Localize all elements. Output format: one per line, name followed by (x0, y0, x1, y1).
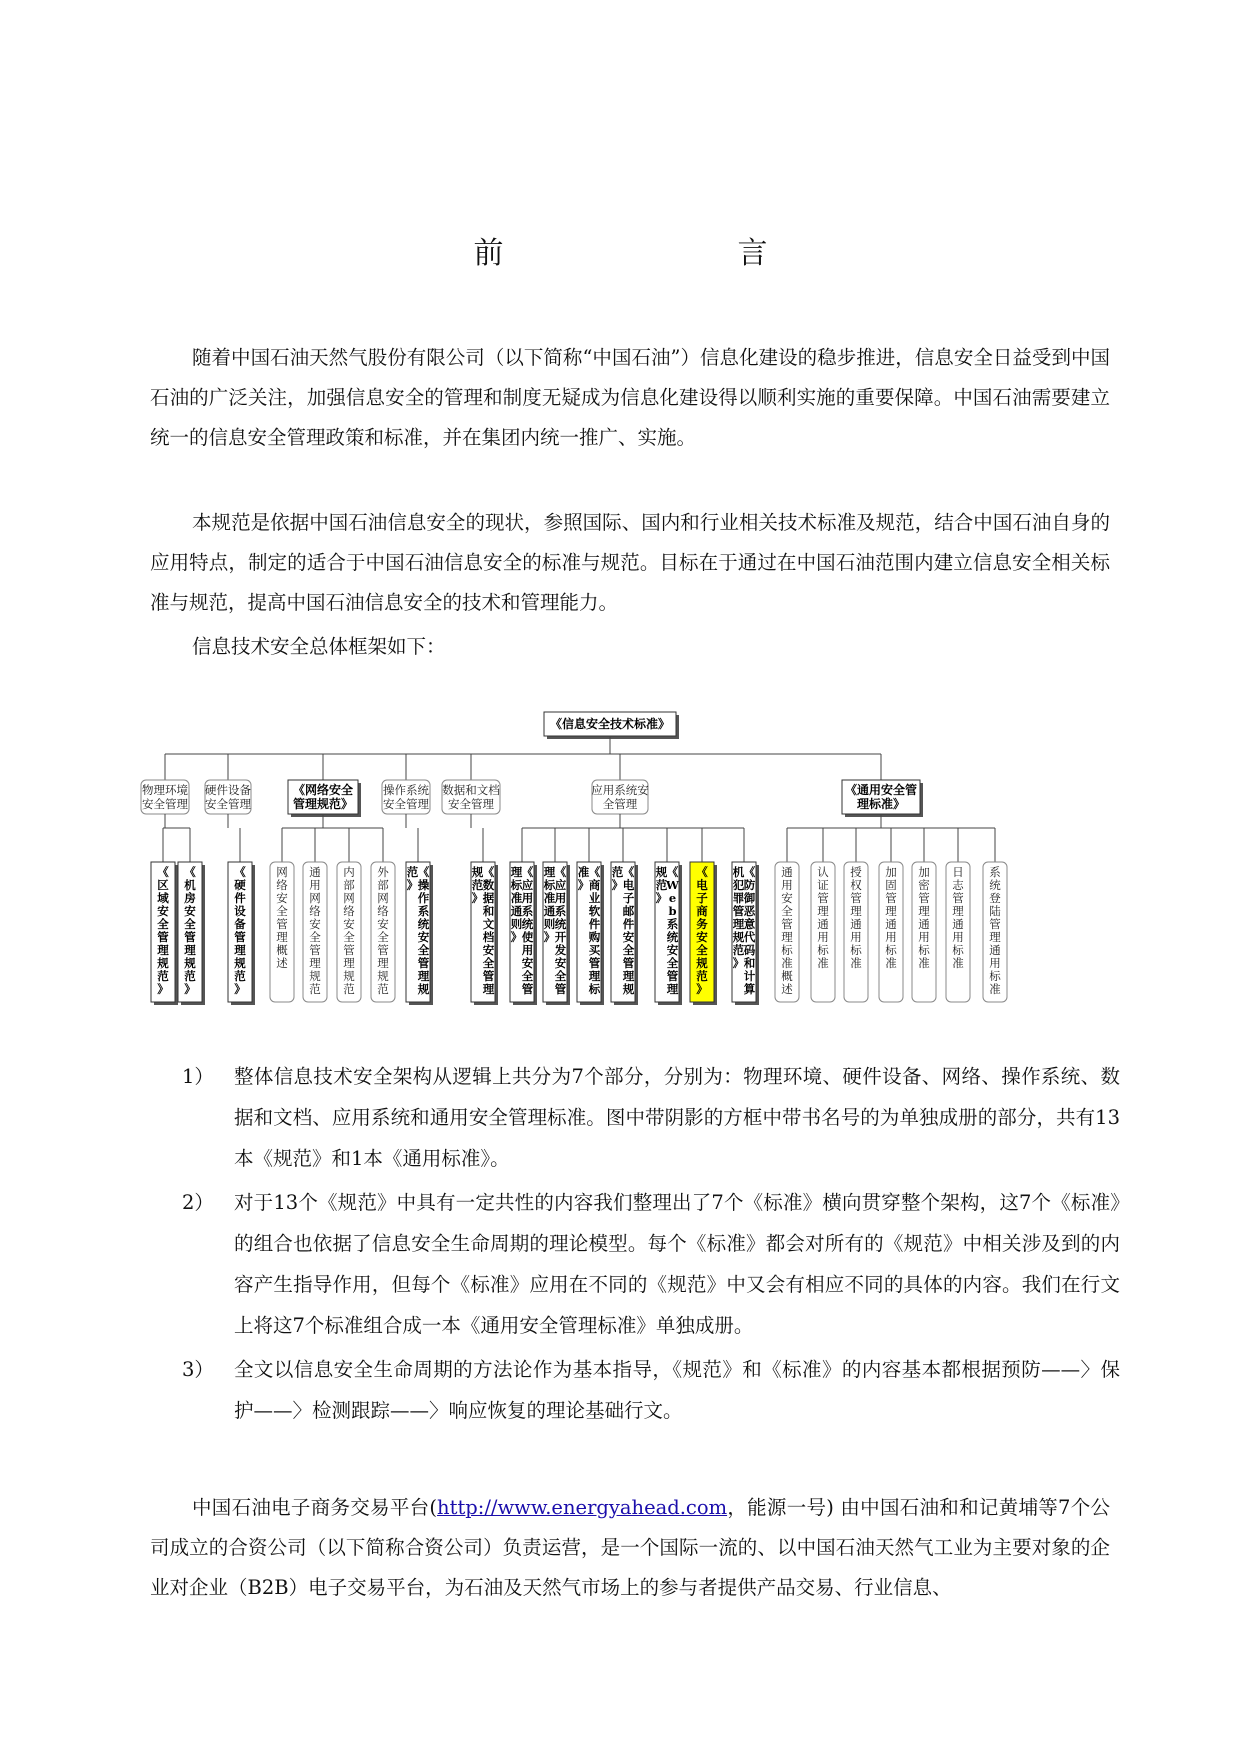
leaf-label-char: 硬 (234, 878, 246, 892)
leaf-label-char: 全 (343, 930, 355, 944)
leaf-label-char: 证 (817, 878, 829, 892)
leaf-label-char: 范 (655, 878, 668, 892)
group-label: 《通用安全管 (844, 783, 918, 797)
group-label: 操作系统 (383, 783, 429, 797)
leaf-label-char: 备 (234, 917, 246, 931)
leaf-label-char: 标 (918, 943, 930, 957)
intro-paragraph-1: 随着中国石油天然气股份有限公司（以下简称“中国石油”）信息化建设的稳步推进，信息安全日益受到中国石油的广泛关注，加强信息安全的管理和制度无疑成为信息化建设得以顺利实施的重要保障。中国石油需要建立统一的信息安全管理政策和标准，并在集团内统一推广、实施。 (150, 346, 1110, 449)
leaf-label-char: 安 (276, 891, 288, 905)
leaf-label-char: 》 (406, 878, 419, 892)
leaf-label-char: 外 (377, 865, 389, 879)
leaf-label-char: 理 (543, 865, 556, 879)
group-label: 安全管理 (383, 797, 429, 811)
leaf-label-char: 《 (482, 865, 495, 879)
leaf-label-char: b (668, 904, 677, 918)
list-number: 3） (182, 1358, 214, 1381)
leaf-label-char: 《 (743, 865, 756, 879)
page-title: 前 言 (473, 236, 826, 271)
leaf-label-char: 范 (343, 982, 355, 996)
leaf-label-char: 《 (417, 865, 430, 879)
leaf-label-char: 理 (417, 969, 430, 983)
leaf-label-char: 范 (157, 969, 169, 983)
leaf-label-char: 规 (655, 865, 668, 879)
leaf-label-char: 开 (554, 930, 567, 944)
leaf-label-char: 《 (696, 865, 708, 879)
leaf-label-char: 系 (989, 865, 1001, 879)
leaf-label-char: 标 (817, 943, 829, 957)
leaf-label-char: 概 (276, 943, 288, 957)
leaf-label-char: 管 (343, 943, 355, 957)
leaf-label-char: 》 (234, 982, 246, 996)
leaf-label-char: 全 (157, 917, 169, 931)
leaf-label-char: 理 (157, 943, 169, 957)
leaf-label-char: 安 (622, 930, 635, 944)
leaf-label-char: 件 (588, 917, 601, 931)
leaf-label-char: 》 (543, 930, 556, 944)
leaf-label-char: 准 (817, 956, 829, 970)
leaf-label-char: 管 (989, 917, 1001, 931)
leaf-label-char: 意 (743, 917, 756, 931)
leaf-label-char: 》 (611, 878, 624, 892)
leaf-label-char: 用 (817, 930, 829, 944)
leaf-label-char: 管 (234, 930, 246, 944)
leaf-label-char: 全 (377, 930, 389, 944)
leaf-label-char: 标 (989, 969, 1001, 983)
leaf-label-char: 恶 (743, 904, 756, 918)
leaf-label-char: 作 (417, 891, 430, 905)
leaf-label-char: 用 (781, 878, 793, 892)
leaf-label-char: 理 (817, 904, 829, 918)
leaf-label-char: 安 (666, 943, 679, 957)
leaf-label-char: 述 (276, 956, 288, 970)
list-number: 1） (182, 1065, 214, 1088)
leaf-label-char: 管 (157, 930, 169, 944)
leaf-label-char: 安 (309, 917, 321, 931)
leaf-label-char: 理 (184, 943, 196, 957)
leaf-label-char: 管 (482, 969, 495, 983)
leaf-label-char: 用 (309, 878, 321, 892)
leaf-label-char: 《 (622, 865, 635, 879)
leaf-label-char: 固 (885, 878, 897, 892)
leaf-label-char: 通 (850, 917, 862, 931)
leaf-label-char: 管 (554, 982, 567, 996)
leaf-label-char: 概 (781, 969, 793, 983)
leaf-label-char: 码 (743, 943, 756, 957)
leaf-label-char: 准 (885, 956, 897, 970)
leaf-label-char: 系 (521, 904, 534, 918)
leaf-label-char: 和 (743, 956, 756, 970)
leaf-label-char: 用 (521, 891, 534, 905)
leaf-label-char: 系 (554, 904, 567, 918)
leaf-label-char: 登 (989, 891, 1001, 905)
leaf-label-char: 全 (184, 917, 196, 931)
leaf-label-char: 》 (184, 982, 196, 996)
leaf-label-char: 数 (482, 878, 495, 892)
leaf-label-char: 安 (184, 904, 196, 918)
leaf-label-char: 网 (377, 891, 389, 905)
leaf-label-char: 《 (184, 865, 196, 879)
leaf-label-char: 加 (885, 865, 897, 879)
leaf-label-char: 》 (696, 982, 708, 996)
leaf-label-char: 标 (510, 878, 523, 892)
leaf-label-char: 安 (521, 956, 534, 970)
leaf-label-char: 内 (343, 865, 355, 879)
list-text: 对于13个《规范》中具有一定共性的内容我们整理出了7个《标准》横向贯穿整个架构，这7个《标准》的组合也依据了信息安全生命周期的理论模型。每个《标准》都会对所有的《规范》中相关涉及到的内容产生指导作用，但每个《标准》应用在不同的《规范》中又会有相应不同的具体的内容。我们在行文上将这7个标准组合成一本《通用安全管理标准》单独成册。 (234, 1191, 1120, 1337)
leaf-label-char: 用 (554, 891, 567, 905)
leaf-label-char: 邮 (622, 904, 635, 918)
group-label: 管理规范》 (292, 797, 354, 811)
leaf-label-char: 设 (234, 904, 246, 918)
leaf-label-char: 全 (521, 969, 534, 983)
leaf-label-char: 范 (732, 943, 745, 957)
leaf-label-char: 络 (309, 904, 321, 918)
leaf-label-char: 理 (732, 917, 745, 931)
leaf-label-char: 则 (510, 917, 523, 931)
leaf-label-char: 电 (622, 878, 635, 892)
leaf-label-char: 统 (666, 930, 679, 944)
leaf-label-char: 安 (482, 943, 495, 957)
leaf-label-char: 《 (157, 865, 169, 879)
leaf-label-char: 理 (377, 956, 389, 970)
leaf-label-char: 理 (276, 930, 288, 944)
leaf-label-char: 理 (588, 969, 601, 983)
leaf-label-char: 统 (554, 917, 567, 931)
leaf-label-char: 房 (184, 891, 196, 905)
leaf-label-char: 网 (309, 891, 321, 905)
leaf-label-char: 管 (417, 956, 430, 970)
intro-paragraph-2: 本规范是依据中国石油信息安全的现状，参照国际、国内和行业相关技术标准及规范，结合中国石油自身的应用特点，制定的适合于中国石油信息安全的标准与规范。目标在于通过在中国石油范围内建立信息安全相关标准与规范，提高中国石油信息安全的技术和管理能力。 (150, 511, 1110, 614)
leaf-label-char: 《 (234, 865, 246, 879)
leaf-label-char: 机 (184, 878, 196, 892)
leaf-label-char: 认 (817, 865, 829, 879)
leaf-label-char: 范 (471, 878, 484, 892)
leaf-label-char: 区 (157, 878, 169, 892)
leaf-label-char: 电 (696, 878, 708, 892)
leaf-label-char: 全 (666, 956, 679, 970)
leaf-label-char: 安 (343, 917, 355, 931)
leaf-label-char: 密 (918, 878, 930, 892)
leaf-label-char: 购 (588, 930, 601, 944)
group-label: 理标准》 (856, 797, 906, 811)
leaf-label-char: 用 (885, 930, 897, 944)
leaf-label-char: 通 (781, 865, 793, 879)
leaf-label-char: 理 (850, 904, 862, 918)
leaf-label-char: 理 (885, 904, 897, 918)
leaf-label-char: 理 (343, 956, 355, 970)
leaf-label-char: 》 (732, 956, 745, 970)
leaf-label-char: 规 (622, 982, 635, 996)
list-number: 2） (182, 1191, 214, 1214)
leaf-label-char: 管 (850, 891, 862, 905)
platform-paragraph (150, 1488, 1110, 1608)
leaf-label-char: 《 (521, 865, 534, 879)
leaf-label-char: 域 (157, 891, 169, 905)
leaf-label-char: 通 (885, 917, 897, 931)
leaf-label-char: 统 (417, 917, 430, 931)
leaf-label-char: 通 (952, 917, 964, 931)
leaf-label-char: 系 (666, 917, 679, 931)
leaf-label-char: 范 (696, 969, 708, 983)
leaf-label-char: 规 (696, 956, 708, 970)
leaf-label-char: 管 (885, 891, 897, 905)
leaf-label-char: 犯 (732, 878, 745, 892)
leaf-label-char: 商 (696, 904, 708, 918)
leaf-label-char: 理 (482, 982, 495, 996)
leaf-label-char: 标 (781, 943, 793, 957)
leaf-label-char: 标 (543, 878, 556, 892)
paragraph-text: ，能源一号) 由中国石油和和记黄埔等7个公司成立的合资公司（以下简称合资公司）负责运营，是一个国际一流的、以中国石油天然气工业为主要对象的企业对企业（B2B）电子交易平台，为石油及天然气市场上的参与者提供产品交易、行业信息、 (150, 1496, 1111, 1599)
leaf-label-char: 网 (343, 891, 355, 905)
leaf-label-char: 安 (377, 917, 389, 931)
leaf-label-char: 规 (417, 982, 430, 996)
leaf-label-char: 规 (343, 969, 355, 983)
leaf-label-char: 》 (471, 891, 484, 905)
leaf-label-char: 管 (918, 891, 930, 905)
leaf-label-char: 安 (696, 930, 708, 944)
leaf-label-char: 《 (554, 865, 567, 879)
leaf-label-char: 规 (234, 956, 246, 970)
leaf-label-char: 管 (276, 917, 288, 931)
leaf-label-char: 部 (343, 878, 355, 892)
leaf-label-char: 权 (850, 878, 862, 892)
leaf-label-char: 用 (989, 956, 1001, 970)
notes-list (150, 1056, 1120, 1434)
leaf-label-char: 管 (817, 891, 829, 905)
leaf-label-char: 管 (666, 969, 679, 983)
leaf-label-char: 理 (918, 904, 930, 918)
leaf-label-char: 罪 (732, 891, 745, 905)
leaf-label-char: 理 (309, 956, 321, 970)
leaf-label-char: 理 (234, 943, 246, 957)
leaf-label-char: 全 (309, 930, 321, 944)
group-label: 安全管理 (142, 797, 188, 811)
leaf-label-char: 理 (666, 982, 679, 996)
leaf-label-char: 算 (743, 982, 756, 996)
leaf-label-char: 管 (732, 904, 745, 918)
list-text: 全文以信息安全生命周期的方法论作为基本指导，《规范》和《标准》的内容基本都根据预防——〉保护——〉检测跟踪——〉响应恢复的理论基础行文。 (234, 1358, 1120, 1422)
leaf-label-char: 范 (377, 982, 389, 996)
intro-paragraph-3: 信息技术安全总体框架如下： (192, 635, 446, 658)
leaf-label-char: 管 (622, 956, 635, 970)
leaf-label-char: 通 (309, 865, 321, 879)
leaf-label-char: 范 (234, 969, 246, 983)
leaf-label-char: W (666, 878, 679, 892)
leaf-label-char: 络 (377, 904, 389, 918)
leaf-label-char: 陆 (989, 904, 1001, 918)
leaf-label-char: 准 (543, 891, 556, 905)
leaf-label-char: 加 (918, 865, 930, 879)
leaf-label-char: 用 (952, 930, 964, 944)
leaf-label-char: 务 (696, 917, 708, 931)
leaf-label-char: 络 (343, 904, 355, 918)
leaf-label-char: 管 (952, 891, 964, 905)
group-label: 《网络安全 (292, 783, 354, 797)
leaf-label-char: 档 (482, 930, 495, 944)
leaf-label-char: 范 (611, 865, 624, 879)
leaf-label-char: 标 (588, 982, 601, 996)
leaf-label-char: 安 (157, 904, 169, 918)
leaf-label-char: 理 (781, 930, 793, 944)
group-label: 数据和文档 (442, 783, 500, 797)
leaf-label-char: 规 (377, 969, 389, 983)
leaf-label-char: 件 (622, 917, 635, 931)
leaf-label-char: 用 (918, 930, 930, 944)
group-label: 硬件设备 (205, 783, 251, 797)
leaf-label-char: 通 (817, 917, 829, 931)
leaf-label-char: 统 (989, 878, 1001, 892)
leaf-label-char: 准 (510, 891, 523, 905)
leaf-label-char: 使 (521, 930, 534, 944)
leaf-label-char: 软 (588, 904, 601, 918)
leaf-label-char: 全 (417, 943, 430, 957)
leaf-label-char: 理 (510, 865, 523, 879)
leaf-label-char: 则 (543, 917, 556, 931)
paragraph-text: 中国石油电子商务交易平台( (192, 1496, 438, 1519)
group-label: 应用系统安 (591, 783, 649, 797)
leaf-label-char: 部 (377, 878, 389, 892)
leaf-label-char: 御 (743, 891, 756, 905)
leaf-label-char: 标 (850, 943, 862, 957)
leaf-label-char: 操 (417, 878, 430, 892)
leaf-label-char: 统 (521, 917, 534, 931)
leaf-label-char: 应 (521, 878, 534, 892)
leaf-label-char: 标 (952, 943, 964, 957)
leaf-label-char: 规 (471, 865, 484, 879)
leaf-label-char: 用 (521, 943, 534, 957)
leaf-label-char: 全 (482, 956, 495, 970)
list-item (150, 1349, 1120, 1431)
leaf-label-char: 范 (309, 982, 321, 996)
leaf-label-char: 网 (276, 865, 288, 879)
leaf-label-char: 准 (989, 982, 1001, 996)
leaf-label-char: 安 (554, 956, 567, 970)
leaf-label-char: 全 (276, 904, 288, 918)
leaf-label-char: 志 (952, 878, 964, 892)
group-label: 物理环境 (142, 783, 188, 797)
leaf-label-char: 规 (732, 930, 745, 944)
leaf-label-char: 管 (781, 917, 793, 931)
leaf-label-char: 应 (554, 878, 567, 892)
leaf-label-char: 管 (309, 943, 321, 957)
leaf-label-char: 》 (655, 891, 668, 905)
leaf-label-char: 规 (184, 956, 196, 970)
leaf-label-char: 》 (157, 982, 169, 996)
leaf-label-char: 》 (510, 930, 523, 944)
leaf-label-char: 计 (743, 969, 756, 983)
leaf-label-char: 管 (588, 956, 601, 970)
leaf-label-char: 《 (666, 865, 679, 879)
leaf-label-char: 通 (510, 904, 523, 918)
leaf-label-char: 《 (588, 865, 601, 879)
leaf-label-char: e (668, 891, 677, 905)
leaf-label-char: 理 (989, 930, 1001, 944)
group-label: 安全管理 (448, 797, 494, 811)
leaf-label-char: 准 (850, 956, 862, 970)
leaf-label-char: 代 (743, 930, 756, 944)
root-label: 《信息安全技术标准》 (549, 717, 671, 731)
leaf-label-char: 用 (850, 930, 862, 944)
leaf-label-char: 全 (781, 904, 793, 918)
leaf-label-char: 标 (885, 943, 897, 957)
leaf-label-char: 机 (732, 865, 745, 879)
leaf-label-char: 和 (482, 904, 495, 918)
leaf-label-char: 准 (952, 956, 964, 970)
leaf-label-char: 买 (588, 943, 601, 957)
leaf-label-char: 通 (543, 904, 556, 918)
framework-diagram (140, 700, 1110, 1015)
leaf-label-char: 准 (918, 956, 930, 970)
energyahead-link[interactable]: http://www.energyahead.com (437, 1496, 728, 1519)
leaf-label-char: 安 (781, 891, 793, 905)
leaf-label-char: 件 (234, 891, 246, 905)
leaf-label-char: 全 (622, 943, 635, 957)
leaf-label-char: 系 (417, 904, 430, 918)
leaf-label-char: 发 (554, 943, 567, 957)
leaf-label-char: 子 (696, 891, 708, 905)
leaf-label-char: 准 (577, 865, 590, 879)
leaf-label-char: 范 (184, 969, 196, 983)
leaf-label-char: 商 (588, 878, 601, 892)
leaf-label-char: 管 (377, 943, 389, 957)
list-text: 整体信息技术安全架构从逻辑上共分为7个部分，分别为：物理环境、硬件设备、网络、操作系统、数据和文档、应用系统和通用安全管理标准。图中带阴影的方框中带书名号的为单独成册的部分，共有13本《规范》和1本《通用标准》。 (234, 1065, 1120, 1170)
leaf-label-char: 防 (743, 878, 756, 892)
group-label: 安全管理 (205, 797, 251, 811)
leaf-label-char: 据 (482, 891, 495, 905)
leaf-label-char: 通 (989, 943, 1001, 957)
leaf-label-char: 》 (577, 878, 590, 892)
leaf-label-char: 通 (918, 917, 930, 931)
leaf-label-char: 管 (521, 982, 534, 996)
list-item (150, 1182, 1120, 1346)
leaf-label-char: 准 (781, 956, 793, 970)
leaf-label-char: 安 (417, 930, 430, 944)
leaf-label-char: 子 (622, 891, 635, 905)
leaf-label-char: 文 (482, 917, 495, 931)
leaf-label-char: 述 (781, 982, 793, 996)
leaf-label-char: 业 (588, 891, 601, 905)
leaf-label-char: 全 (696, 943, 708, 957)
leaf-label-char: 理 (952, 904, 964, 918)
leaf-label-char: 日 (952, 865, 964, 879)
leaf-label-char: 理 (622, 969, 635, 983)
group-label: 全管理 (602, 797, 638, 811)
leaf-label-char: 络 (276, 878, 288, 892)
leaf-label-char: 规 (157, 956, 169, 970)
leaf-label-char: 授 (850, 865, 862, 879)
list-item (150, 1056, 1120, 1179)
leaf-label-char: 规 (309, 969, 321, 983)
leaf-label-char: 管 (184, 930, 196, 944)
leaf-label-char: 范 (406, 865, 419, 879)
leaf-label-char: 全 (554, 969, 567, 983)
